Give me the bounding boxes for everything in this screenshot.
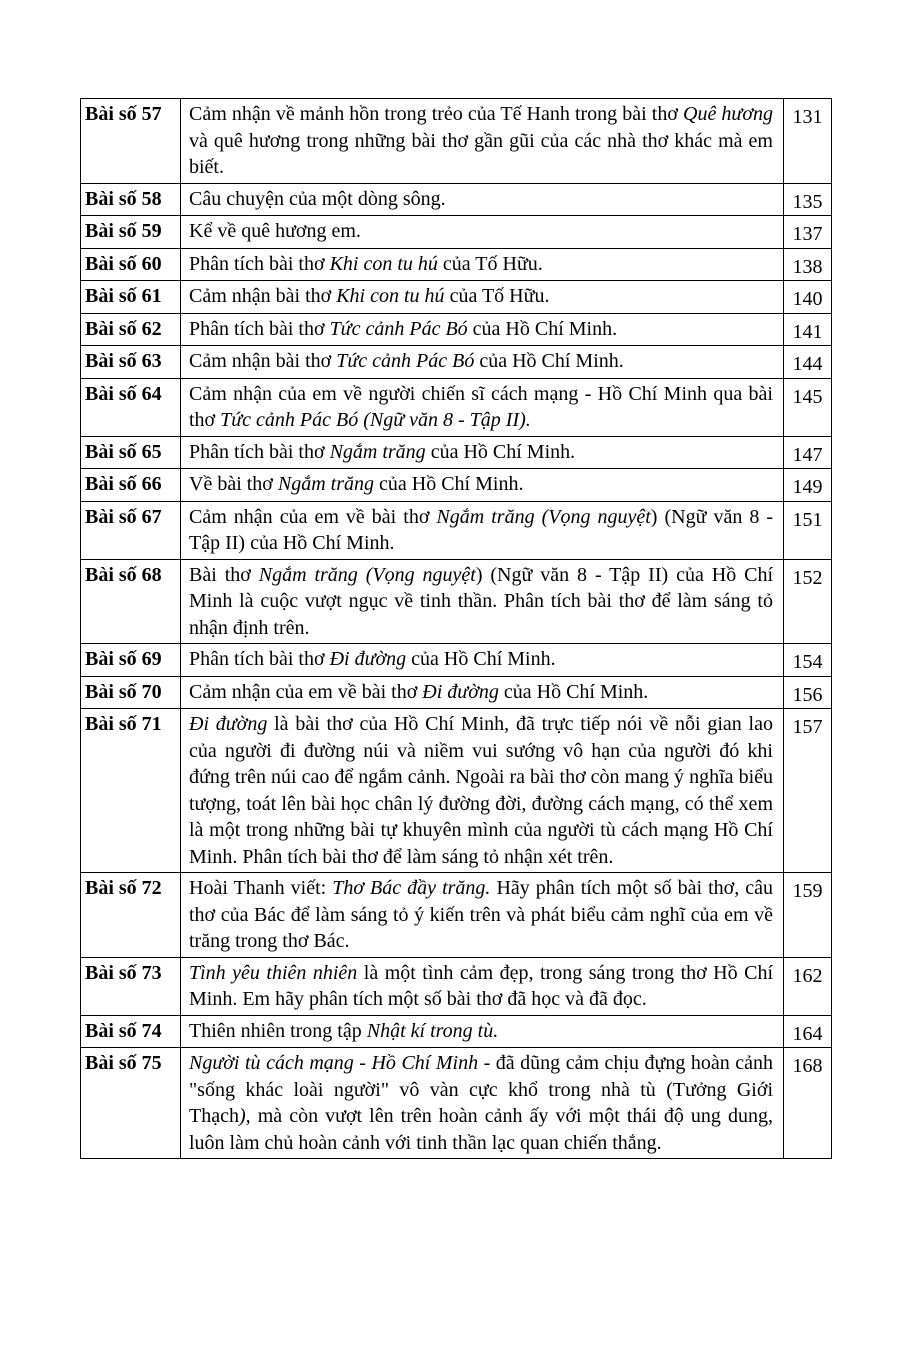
entry-page-number: 131 [784,99,832,184]
text-run: của Tố Hữu. [437,252,543,275]
entry-page-number: 152 [784,559,832,644]
entry-label: Bài số 57 [81,99,181,184]
toc-row [81,501,832,559]
toc-row [81,1015,832,1048]
toc-row [81,957,832,1015]
text-run: là một tình cảm đẹp, trong sáng trong thơ Hồ Chí Minh. Em hãy phân tích một số bài thơ đã học và đã đọc. [189,961,774,1010]
entry-title [181,216,784,249]
entry-label: Bài số 65 [81,436,181,469]
italic-text: Nhật kí trong tù. [366,1019,499,1042]
toc-row [81,346,832,379]
entry-title [181,873,784,958]
entry-page-number: 140 [784,281,832,314]
text-run: của Hồ Chí Minh. [425,440,576,463]
entry-title [181,436,784,469]
toc-row [81,216,832,249]
text-run: Cảm nhận bài thơ [189,285,337,307]
entry-title [181,644,784,677]
text-run: Cảm nhận về mảnh hồn trong trẻo của Tế Hanh trong bài thơ [189,103,683,125]
entry-label: Bài số 58 [81,183,181,216]
italic-text: Khi con tu hú [336,285,445,307]
text-run: Cảm nhận bài thơ [189,350,337,372]
text-run: Câu chuyện của một dòng sông. [189,187,446,210]
table-of-contents [80,98,832,1159]
text-run: Phân tích bài thơ [189,252,330,275]
entry-page-number: 149 [784,469,832,502]
toc-row [81,281,832,314]
entry-title [181,378,784,436]
text-run: Thiên nhiên trong tập [189,1019,367,1042]
italic-text: Tức cảnh Pác Bó (Ngữ văn 8 - Tập II). [220,409,531,431]
text-run: của Hồ Chí Minh. [498,680,649,703]
entry-page-number: 138 [784,248,832,281]
entry-label: Bài số 63 [81,346,181,379]
entry-title [181,99,784,184]
text-run: Bài thơ [189,563,259,586]
italic-text: Người tù cách mạng - Hồ Chí Minh [189,1052,479,1074]
text-run: Cảm nhận của em về bài thơ [189,680,423,703]
entry-page-number: 141 [784,313,832,346]
entry-page-number: 144 [784,346,832,379]
text-run: Cảm nhận của em về người chiến sĩ cách mạng - Hồ Chí Minh qua bài thơ [189,382,773,431]
entry-title [181,559,784,644]
italic-text: Tức cảnh Pác Bó [329,317,468,340]
toc-row [81,469,832,502]
entry-page-number: 156 [784,676,832,709]
italic-text: Thơ Bác đầy trăng. [332,877,491,899]
italic-text: Đi đường [422,680,499,703]
text-run: Hãy phân tích một số bài thơ, câu thơ của Bác để làm sáng tỏ ý kiến trên và phát biểu cảm nghĩ của em về trăng trong thơ Bác. [189,877,774,952]
entry-label: Bài số 69 [81,644,181,677]
italic-text: Quê hương [683,103,773,125]
toc-row [81,676,832,709]
text-run: Phân tích bài thơ [189,648,330,670]
toc-row [81,248,832,281]
text-run: Cảm nhận của em về bài thơ [189,505,437,528]
entry-title [181,313,784,346]
text-run: Kể về quê hương em. [189,220,361,242]
entry-title [181,501,784,559]
entry-label: Bài số 72 [81,873,181,958]
toc-row [81,559,832,644]
italic-text: Ngắm trăng [329,440,426,463]
entry-label: Bài số 66 [81,469,181,502]
text-run: mà còn vượt lên trên hoàn cảnh ấy với một thái độ ung dung, luôn làm chủ hoàn cảnh với tinh thần lạc quan chiến thắng. [189,1105,773,1154]
text-run: của Hồ Chí Minh. [467,317,618,340]
text-run: và quê hương trong những bài thơ gần gũi của các nhà thơ khác mà em biết. [189,129,773,178]
text-run: của Hồ Chí Minh. [374,473,524,495]
entry-title [181,1048,784,1159]
entry-page-number: 157 [784,709,832,873]
entry-page-number: 147 [784,436,832,469]
toc-row [81,378,832,436]
italic-text: Tình yêu thiên nhiên [189,961,358,984]
text-run: ) (Ngữ văn 8 - Tập II) của Hồ Chí Minh. [189,505,774,554]
entry-title [181,676,784,709]
entry-page-number: 162 [784,957,832,1015]
toc-row [81,709,832,873]
entry-page-number: 151 [784,501,832,559]
text-run: là bài thơ của Hồ Chí Minh, đã trực tiếp nói về nỗi gian lao của người đi đường núi và niềm vui sướng vô hạn của người đó khi đứng trên núi cao để ngắm cảnh. Ngoài ra bài thơ còn mang ý nghĩa biểu tượng, toát lên bài học chân lý đường đời, đường cách mạng, có thể xem là một trong những bài tự khuyên mình của người tù cách mạng Hồ Chí Minh. Phân tích bài thơ để làm sáng tỏ nhận xét trên. [189,713,773,868]
text-run: Hoài Thanh viết: [189,877,333,899]
entry-title [181,709,784,873]
entry-label: Bài số 75 [81,1048,181,1159]
toc-row [81,313,832,346]
entry-title [181,469,784,502]
text-run: Về bài thơ [189,473,278,495]
entry-label: Bài số 60 [81,248,181,281]
entry-label: Bài số 59 [81,216,181,249]
entry-page-number: 145 [784,378,832,436]
toc-row [81,873,832,958]
toc-row [81,99,832,184]
italic-text: Tức cảnh Pác Bó [336,350,475,372]
text-run: Phân tích bài thơ [189,440,330,463]
italic-text: ), [238,1105,251,1127]
entry-page-number: 137 [784,216,832,249]
italic-text: Khi con tu hú [329,252,438,275]
entry-label: Bài số 67 [81,501,181,559]
entry-title [181,281,784,314]
entry-page-number: 168 [784,1048,832,1159]
entry-page-number: 154 [784,644,832,677]
entry-label: Bài số 62 [81,313,181,346]
italic-text: Ngắm trăng (Vọng nguyệt [258,563,476,586]
entry-title [181,957,784,1015]
italic-text: Ngắm trăng [277,473,375,495]
toc-row [81,1048,832,1159]
text-run: ) (Ngữ văn 8 - Tập II) của Hồ Chí Minh là cuộc vượt ngục về tinh thần. Phân tích bài thơ để làm sáng tỏ nhận định trên. [189,563,774,639]
toc-row [81,183,832,216]
entry-label: Bài số 61 [81,281,181,314]
entry-page-number: 164 [784,1015,832,1048]
entry-page-number: 135 [784,183,832,216]
text-run: - đã dũng cảm chịu đựng hoàn cảnh "sống khác loài người" vô vàn cực khổ trong nhà tù (Tưởng Giới Thạch [189,1052,773,1127]
entry-label: Bài số 68 [81,559,181,644]
italic-text: Đi đường [189,713,268,735]
entry-title [181,183,784,216]
entry-title [181,248,784,281]
toc-body [81,99,832,1159]
text-run: của Tố Hữu. [444,285,550,307]
text-run: của Hồ Chí Minh. [406,648,556,670]
text-run: Phân tích bài thơ [189,317,330,340]
toc-row [81,644,832,677]
entry-label: Bài số 73 [81,957,181,1015]
italic-text: Đi đường [329,648,407,670]
entry-label: Bài số 64 [81,378,181,436]
entry-title [181,1015,784,1048]
text-run: của Hồ Chí Minh. [474,350,624,372]
entry-label: Bài số 70 [81,676,181,709]
entry-label: Bài số 71 [81,709,181,873]
entry-label: Bài số 74 [81,1015,181,1048]
italic-text: Ngắm trăng (Vọng nguyệt [436,505,651,528]
toc-row [81,436,832,469]
entry-page-number: 159 [784,873,832,958]
entry-title [181,346,784,379]
